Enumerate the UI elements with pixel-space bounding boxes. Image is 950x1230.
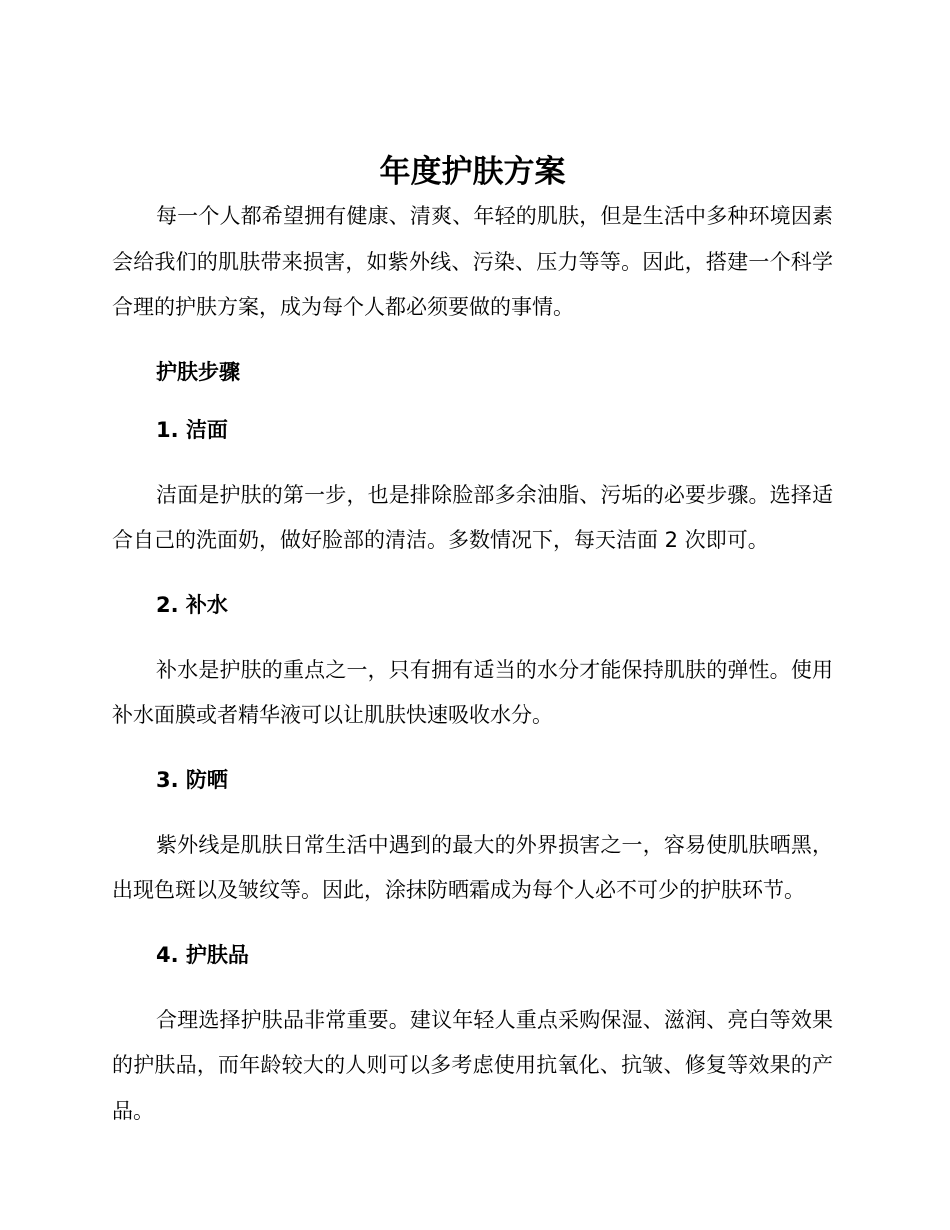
section-body-hydration: 补水是护肤的重点之一，只有拥有适当的水分才能保持肌肤的弹性。使用补水面膜或者精华液可以让肌肤快速吸收水分。 [112, 657, 833, 727]
spacer [112, 620, 833, 648]
section-body-cleansing: 洁面是护肤的第一步，也是排除脸部多余油脂、污垢的必要步骤。选择适合自己的洗面奶，做好脸部的清洁。多数情况下，每天洁面 2 次即可。 [112, 482, 833, 552]
section-heading-sunscreen: 3. 防晒 [156, 767, 228, 792]
spacer [112, 795, 833, 823]
section-heading-skincare-products: 4. 护肤品 [156, 942, 249, 967]
document-title: 年度护肤方案 [379, 154, 566, 190]
spacer [112, 331, 833, 357]
steps-heading: 护肤步骤 [156, 359, 240, 384]
spacer [112, 970, 833, 998]
spacer [112, 445, 833, 473]
section-heading-cleansing: 1. 洁面 [156, 417, 228, 442]
section-body-sunscreen: 紫外线是肌肤日常生活中遇到的最大的外界损害之一，容易使肌肤晒黑，出现色斑以及皱纹等。因此，涂抹防晒霜成为每个人必不可少的护肤环节。 [112, 832, 833, 902]
spacer [112, 387, 833, 415]
spacer [112, 739, 833, 765]
section-heading-hydration: 2. 补水 [156, 592, 228, 617]
section-body-skincare-products: 合理选择护肤品非常重要。建议年轻人重点采购保湿、滋润、亮白等效果的护肤品，而年龄较大的人则可以多考虑使用抗氧化、抗皱、修复等效果的产品。 [112, 1007, 833, 1123]
spacer [112, 914, 833, 940]
intro-paragraph: 每一个人都希望拥有健康、清爽、年轻的肌肤，但是生活中多种环境因素会给我们的肌肤带来损害，如紫外线、污染、压力等等。因此，搭建一个科学合理的护肤方案，成为每个人都必须要做的事情。 [112, 204, 833, 319]
spacer [112, 564, 833, 590]
